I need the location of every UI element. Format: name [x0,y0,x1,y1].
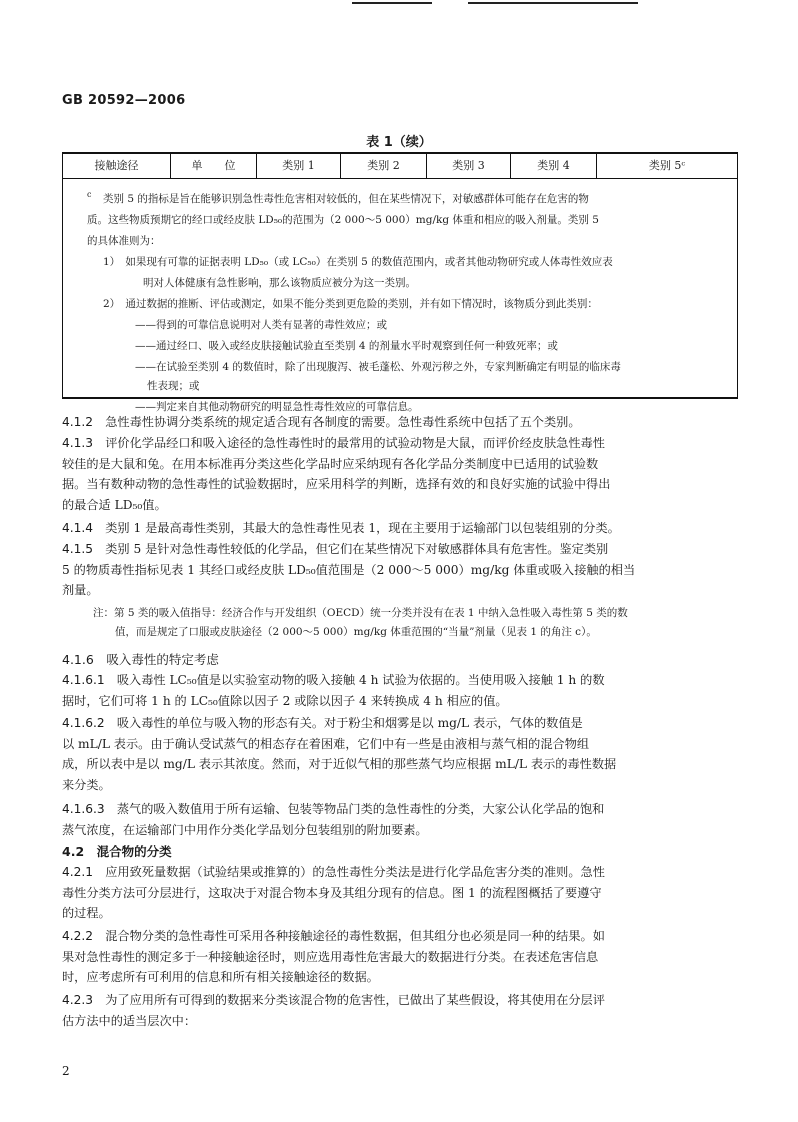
col-exposure-route: 接触途径 [63,154,171,178]
paragraph-line: 吸入毒性的单位与吸入物的形态有关。对于粉尘和烟雾是以 mg/L 表示，气体的数值是 [116,716,583,730]
paragraph-line: 的最合适 LD₅₀值。 [62,497,167,512]
paragraph-4-2-2 [62,926,738,988]
heading-text: 混合物的分类 [96,844,172,859]
paragraph-line: 应用致死量数据（试验结果或推算的）的急性毒性分类法是进行化学品危害分类的准则。急性 [105,865,605,879]
clause-number: 4.2.2 [62,929,94,943]
col-category-3: 类别 3 [427,154,511,178]
paragraph-line: 成，所以表中是以 mg/L 表示其浓度。然而，对于近似气相的那些蒸气均应根据 mL/L 表示的毒性数据 [62,757,617,771]
paragraph-line: 剂量。 [62,583,99,597]
scan-mark-top [352,2,432,4]
footnote-line: ——判定来自其他动物研究的明显急性毒性效应的可靠信息。 [135,401,419,413]
col-category-4: 类别 4 [511,154,597,178]
paragraph-line: 蒸气浓度，在运输部门中用作分类化学品划分包装组别的附加要素。 [62,822,428,837]
paragraph-line: 吸入毒性 LC₅₀值是以实验室动物的吸入接触 4 h 试验为依据的。当使用吸入接触 1 h 的数 [116,673,605,687]
table-title: 表 1（续） [366,135,432,150]
col-unit: 单 位 [171,154,257,178]
paragraph-4-2-3 [62,990,738,1031]
paragraph-line: 较佳的是大鼠和兔。在用本标准再分类这些化学品时应采纳现有各化学品分类制度中已适用的试验数 [62,456,599,471]
footnote-line: ——在试验至类别 4 的数值时，除了出现腹泻、被毛蓬松、外观污秽之外，专家判断确定有明显的临床毒 [135,361,621,373]
clause-number: 4.2.3 [62,993,94,1007]
table-header-row [63,154,737,179]
paragraph-line: 来分类。 [62,777,111,792]
paragraph-line: 混合物分类的急性毒性可采用各种接触途径的毒性数据，但其组分也必须是同一种的结果。如 [105,929,605,943]
heading-4-2 [62,842,172,860]
paragraph-line: 以 mL/L 表示。由于确认受试蒸气的相态存在着困难，它们中有一些是由液相与蒸气相的混合物组 [62,736,590,751]
col-category-5: 类别 5ᶜ [648,159,686,172]
clause-number: 4.1.4 [62,521,94,535]
paragraph-4-1-2 [62,412,738,433]
clause-number: 4.1.6 [62,652,94,667]
footnote-line: ——得到的可靠信息说明对人类有显著的毒性效应；或 [135,319,387,331]
paragraph-line: 据。当有数种动物的急性毒性的试验数据时，应采用科学的判断，选择有效的和良好实施的试验中得出 [62,477,611,491]
table-1-continued [62,152,738,413]
paragraph-line: 据时，它们可将 1 h 的 LC₅₀值除以因子 2 或除以因子 4 来转换成 4 h 相应的值。 [62,693,508,708]
paragraph-line: 估方法中的适当层次中： [62,1013,197,1028]
document-code: GB 20592—2006 [62,93,186,108]
clause-number: 4.1.6.2 [62,716,105,730]
footnote-line: ——通过经口、吸入或经皮肤接触试验直至类别 4 的剂量水平时观察到任何一种致死率；或 [135,340,558,352]
clause-number: 4.1.3 [62,436,94,450]
paragraph-line: 蒸气的吸入数值用于所有运输、包装等物品门类的急性毒性的分类，大家公认化学品的饱和 [116,802,605,816]
paragraph-line: 时，应考虑所有可利用的信息和所有相关接触途径的数据。 [62,970,379,984]
paragraph-4-1-6-1 [62,670,738,711]
paragraph-line: 急性毒性协调分类系统的规定适合现有各制度的需要。急性毒性系统中包括了五个类别。 [105,415,581,429]
footnote-line: 性表现；或 [147,380,200,392]
footnote-line: 的具体准则为： [87,235,161,247]
footnote-line: 1） 如果现有可靠的证据表明 LD₅₀（或 LC₅₀）在类别 5 的数值范围内，或者其他动物研究或人体毒性效应表 [103,256,613,268]
footnote-mark: c [87,190,92,199]
page-number: 2 [62,1064,70,1078]
paragraph-line: 评价化学品经口和吸入途径的急性毒性时的最常用的试验动物是大鼠，而评价经皮肤急性毒性 [105,436,605,450]
paragraph-4-1-4 [62,518,738,539]
col-category-2: 类别 2 [341,154,427,178]
heading-text: 吸入毒性的特定考虑 [106,652,219,667]
note [93,604,738,642]
paragraph-4-1-6-2 [62,713,738,795]
paragraph-line: 的过程。 [62,906,111,920]
paragraph-line: 类别 5 是针对急性毒性较低的化学品，但它们在某些情况下对敏感群体具有危害性。鉴定类别 [105,542,609,556]
note-line: 值，而是规定了口服或皮肤途径（2 000～5 000）mg/kg 体重范围的“当量”剂量（见表 1 的角注 c）。 [115,626,597,638]
table-footnote-cell [63,178,737,413]
col-category-1: 类别 1 [257,154,341,178]
clause-number: 4.1.5 [62,542,94,556]
footnote-line: 质。这些物质预期它的经口或经皮肤 LD₅₀的范围为（2 000～5 000）mg/kg 体重和相应的吸入剂量。类别 5 [87,214,599,226]
paragraph-4-1-3 [62,433,738,515]
footnote-line: 明对人体健康有急性影响，那么该物质应被分为这一类别。 [143,277,416,289]
paragraph-line: 为了应用所有可得到的数据来分类该混合物的危害性，已做出了某些假设，将其使用在分层评 [105,993,605,1007]
footnote-line: 2） 通过数据的推断、评估或测定，如果不能分类到更危险的类别，并有如下情况时，该物质分到此类别： [103,298,598,310]
clause-number: 4.2 [62,844,85,859]
scan-mark-top-right [468,2,638,4]
paragraph-line: 5 的物质毒性指标见表 1 其经口或经皮肤 LD₅₀值范围是（2 000～5 000）mg/kg 体重或吸入接触的相当 [62,562,636,577]
paragraph-line: 果对急性毒性的测定多于一种接触途径时，则应选用毒性危害最大的数据进行分类。在表述危害信息 [62,949,599,964]
paragraph-line: 类别 1 是最高毒性类别，其最大的急性毒性见表 1，现在主要用于运输部门以包装组别的分类。 [105,521,620,535]
clause-number: 4.1.6.1 [62,673,105,687]
clause-number: 4.2.1 [62,865,94,879]
paragraph-line: 毒性分类方法可分层进行，这取决于对混合物本身及其组分现有的信息。图 1 的流程图概括了要遵守 [62,885,602,900]
heading-4-1-6 [62,650,219,668]
clause-number: 4.1.2 [62,415,94,429]
clause-number: 4.1.6.3 [62,802,105,816]
paragraph-4-1-5 [62,539,738,601]
footnote-line: 类别 5 的指标是旨在能够识别急性毒性危害相对较低的，但在某些情况下，对敏感群体可能存在危害的物 [103,193,589,205]
paragraph-4-1-6-3 [62,799,738,840]
paragraph-4-2-1 [62,862,738,924]
note-line: 注：第 5 类的吸入值指导：经济合作与开发组织（OECD）统一分类并没有在表 1 中纳入急性吸入毒性第 5 类的数 [93,607,628,619]
